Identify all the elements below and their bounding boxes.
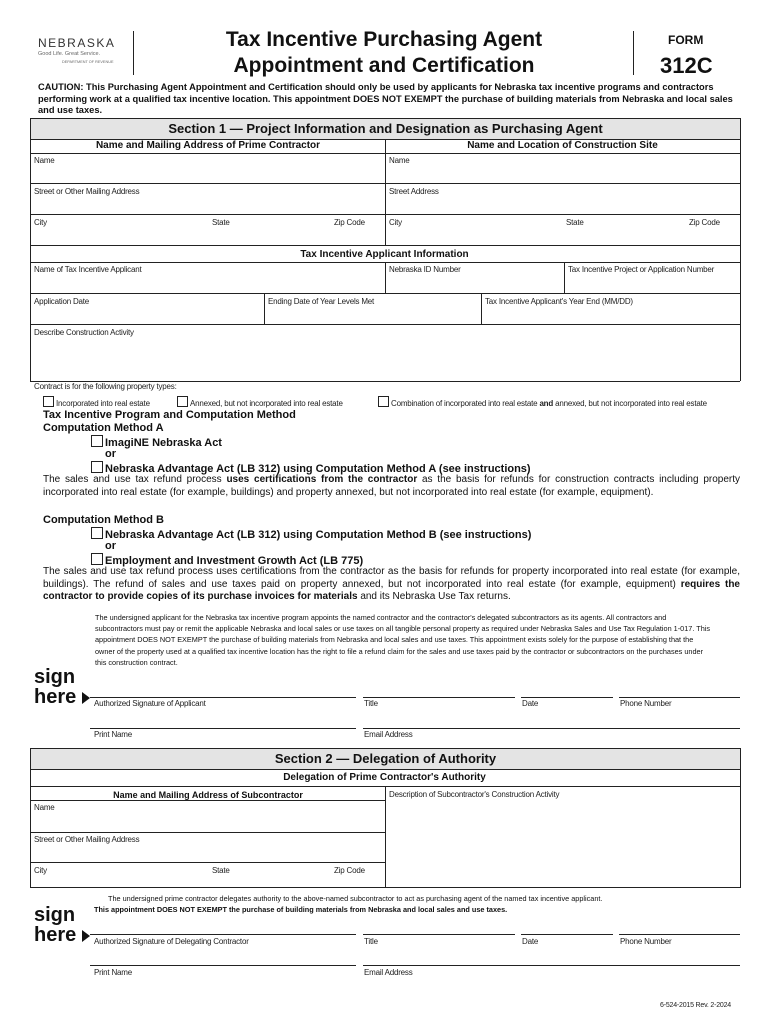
method-b-text-1: The sales and use tax refund process uses certifications from the contractor as the basis for refunds for property incorporated into real estate (for example, buildings). The refund of sales and use taxes paid on property annexed, but not incorporated into real estate (for example, equipment) — [43, 566, 740, 590]
property-type-annexed[interactable] — [177, 396, 343, 408]
combination-label-a: Combination of incorporated into real estate — [391, 399, 538, 408]
form-title — [140, 27, 628, 79]
method-b-text-2: and its Nebraska Use Tax returns. — [360, 591, 511, 602]
sub-state-field[interactable]: State — [212, 866, 230, 875]
imagine-checkbox[interactable] — [91, 435, 103, 447]
attestation-text: The undersigned applicant for the Nebraska tax incentive program appoints the named contractor and the contractor's delegated subcontractors as its agents. All contractors and subcontractors must pay or remit the applicable Nebraska and local sales or use taxes on all tangible personal property as required under Nebraska Sales and Use Tax Regulation 1-017. This appointment DOES NOT EXEMPT the purchase of building materials from Nebraska and local sales and use taxes. This appointment exists solely for the purpose of establishing that the owner of the property used at a qualified tax incentive location has the right to file a refund claim for the sales and use taxes paid by the contractor or subcontractors on the purchases under this construction contract. — [95, 613, 711, 667]
applicant-info-header: Tax Incentive Applicant Information — [300, 249, 469, 260]
contractor-city-field[interactable]: City — [34, 218, 47, 227]
method-b-description — [43, 566, 740, 604]
form-title-line1: Tax Incentive Purchasing Agent — [225, 28, 543, 51]
sub-city-field[interactable]: City — [34, 866, 47, 875]
contractor-name-field[interactable]: Name — [34, 156, 55, 165]
applicant-email-field[interactable]: Email Address — [364, 730, 413, 739]
or-label-2: or — [105, 540, 116, 552]
logo-dept: DEPARTMENT OF REVENUE — [62, 60, 114, 64]
signature-line — [90, 697, 356, 698]
advantage-b-label: Nebraska Advantage Act (LB 312) using Computation Method B (see instructions) — [105, 529, 532, 541]
advantage-a-checkbox[interactable] — [91, 461, 103, 473]
here-word-2: here — [34, 924, 77, 946]
form-revision-footer: 6-524-2015 Rev. 2-2024 — [660, 1002, 731, 1009]
site-city-field[interactable]: City — [389, 218, 402, 227]
print-name-line — [90, 728, 356, 729]
employment-checkbox[interactable] — [91, 553, 103, 565]
advantage-a-label: Nebraska Advantage Act (LB 312) using Computation Method A (see instructions) — [105, 463, 531, 475]
advantage-b-option[interactable] — [91, 527, 531, 541]
combination-checkbox[interactable] — [378, 396, 389, 407]
employment-label: Employment and Investment Growth Act (LB 775) — [105, 555, 364, 567]
site-state-field[interactable]: State — [566, 218, 584, 227]
here-word: here — [34, 686, 77, 708]
email-line-2 — [363, 965, 740, 966]
applicant-phone-field[interactable]: Phone Number — [620, 699, 672, 708]
property-types-label: Contract is for the following property types: — [34, 382, 177, 391]
combination-label-b: annexed, but not incorporated into real estate — [555, 399, 707, 408]
site-street-field[interactable]: Street Address — [389, 187, 439, 196]
contractor-date-field[interactable]: Date — [522, 937, 539, 946]
column-divider — [264, 293, 265, 324]
sign-here-label — [34, 667, 76, 707]
header-divider-right — [633, 31, 634, 75]
rule — [30, 293, 740, 294]
method-b-heading: Computation Method B — [43, 514, 164, 526]
subcontractor-header: Name and Mailing Address of Subcontractor — [113, 790, 303, 800]
header-divider-left — [133, 31, 134, 75]
property-type-incorporated[interactable] — [43, 396, 150, 408]
rule — [30, 800, 385, 801]
sign-arrow-icon-2 — [82, 930, 90, 942]
describe-activity-field[interactable]: Describe Construction Activity — [34, 328, 134, 337]
method-a-text-2: as the basis for refunds for construction contracts including property incorporated into real estate (for example, buildings) and property annexed, but not incorporated into real estate (for example, equipment). — [43, 474, 741, 498]
print-name-line-2 — [90, 965, 356, 966]
incorporated-checkbox[interactable] — [43, 396, 54, 407]
title-line-2 — [363, 934, 515, 935]
employment-option[interactable] — [91, 553, 363, 567]
column-divider — [385, 786, 386, 887]
applicant-title-field[interactable]: Title — [364, 699, 378, 708]
rule — [30, 832, 385, 833]
nebraska-id-field[interactable]: Nebraska ID Number — [389, 265, 461, 274]
annexed-checkbox[interactable] — [177, 396, 188, 407]
combination-and: and — [539, 399, 554, 408]
method-a-text-bold: uses certifications from the contractor — [226, 474, 418, 485]
method-b-text-bold: requires the contractor to provide copies of its purchase invoices for materials — [43, 578, 740, 602]
rule — [30, 183, 740, 184]
incorporated-label: Incorporated into real estate — [56, 399, 150, 408]
delegation-bold-text: This appointment DOES NOT EXEMPT the purchase of building materials from Nebraska and local sales and use taxes. — [94, 905, 508, 914]
column-divider — [564, 262, 565, 293]
contractor-email-field[interactable]: Email Address — [364, 968, 413, 977]
annexed-label: Annexed, but not incorporated into real estate — [190, 399, 343, 408]
applicant-date-field[interactable]: Date — [522, 699, 539, 708]
section1-title: Section 1 — Project Information and Designation as Purchasing Agent — [30, 118, 741, 140]
column-divider — [481, 293, 482, 324]
site-zip-field[interactable]: Zip Code — [689, 218, 720, 227]
applicant-name-field[interactable]: Name of Tax Incentive Applicant — [34, 265, 142, 274]
sign-here-label-2 — [34, 905, 76, 945]
imagine-label: ImagiNE Nebraska Act — [105, 437, 222, 449]
ending-date-field[interactable]: Ending Date of Year Levels Met — [268, 297, 375, 306]
prime-contractor-header: Name and Mailing Address of Prime Contractor — [95, 140, 321, 151]
date-line — [521, 697, 613, 698]
email-line — [363, 728, 740, 729]
sub-description-field[interactable]: Description of Subcontractor's Construction Activity — [389, 790, 560, 799]
form-title-line2: Appointment and Certification — [233, 54, 535, 77]
form-number: 312C — [660, 53, 713, 78]
logo-subtext: Good Life. Great Service. — [38, 51, 101, 57]
phone-line-2 — [619, 934, 740, 935]
year-end-field[interactable]: Tax Incentive Applicant's Year End (MM/DD) — [485, 297, 633, 306]
property-type-combination[interactable] — [378, 396, 707, 408]
sign-word-2: sign — [34, 904, 76, 926]
advantage-b-checkbox[interactable] — [91, 527, 103, 539]
nebraska-logo — [38, 36, 128, 72]
rule — [30, 245, 740, 246]
method-a-description — [43, 474, 740, 499]
applicant-signature-field[interactable]: Authorized Signature of Applicant — [94, 699, 206, 708]
sign-word: sign — [34, 666, 76, 688]
method-a-text-1: The sales and use tax refund process — [43, 474, 222, 485]
site-name-field[interactable]: Name — [389, 156, 410, 165]
logo-text: NEBRASKA — [38, 36, 116, 50]
or-label-1: or — [105, 448, 116, 460]
program-heading: Tax Incentive Program and Computation Method — [43, 409, 296, 421]
application-date-field[interactable]: Application Date — [34, 297, 90, 306]
sub-zip-field[interactable]: Zip Code — [334, 866, 365, 875]
contractor-title-field[interactable]: Title — [364, 937, 378, 946]
method-a-heading: Computation Method A — [43, 422, 164, 434]
project-number-field[interactable]: Tax Incentive Project or Application Number — [568, 265, 715, 274]
form-label: FORM — [668, 33, 704, 47]
rule — [30, 324, 740, 325]
delegation-text: The undersigned prime contractor delegates authority to the above-named subcontractor to act as purchasing agent of the named tax incentive applicant. — [108, 894, 603, 903]
column-divider — [385, 139, 386, 245]
imagine-option[interactable] — [91, 435, 222, 449]
sub-name-field[interactable]: Name — [34, 803, 55, 812]
sign-arrow-icon — [82, 692, 90, 704]
construction-site-header: Name and Location of Construction Site — [467, 140, 658, 151]
contractor-phone-field[interactable]: Phone Number — [620, 937, 672, 946]
delegation-header: Delegation of Prime Contractor's Authority — [283, 772, 486, 783]
contractor-signature-field[interactable]: Authorized Signature of Delegating Contractor — [94, 937, 249, 946]
title-line — [363, 697, 515, 698]
contractor-zip-field[interactable]: Zip Code — [334, 218, 365, 227]
signature-line-2 — [90, 934, 356, 935]
contractor-state-field[interactable]: State — [212, 218, 230, 227]
column-divider — [385, 262, 386, 293]
section2-title: Section 2 — Delegation of Authority — [30, 748, 741, 770]
contractor-street-field[interactable]: Street or Other Mailing Address — [34, 187, 140, 196]
advantage-a-option[interactable] — [91, 461, 531, 475]
phone-line — [619, 697, 740, 698]
contractor-print-name-field[interactable]: Print Name — [94, 968, 133, 977]
applicant-print-name-field[interactable]: Print Name — [94, 730, 133, 739]
rule — [30, 214, 740, 215]
rule — [30, 862, 385, 863]
date-line-2 — [521, 934, 613, 935]
caution-text: CAUTION: This Purchasing Agent Appointment and Certification should only be used by applicants for Nebraska tax incentive programs and contractors performing work at a qualified tax incentive location. This appointment DOES NOT EXEMPT the purchase of building materials from Nebraska and local sales and use taxes. — [38, 82, 733, 115]
sub-street-field[interactable]: Street or Other Mailing Address — [34, 835, 140, 844]
